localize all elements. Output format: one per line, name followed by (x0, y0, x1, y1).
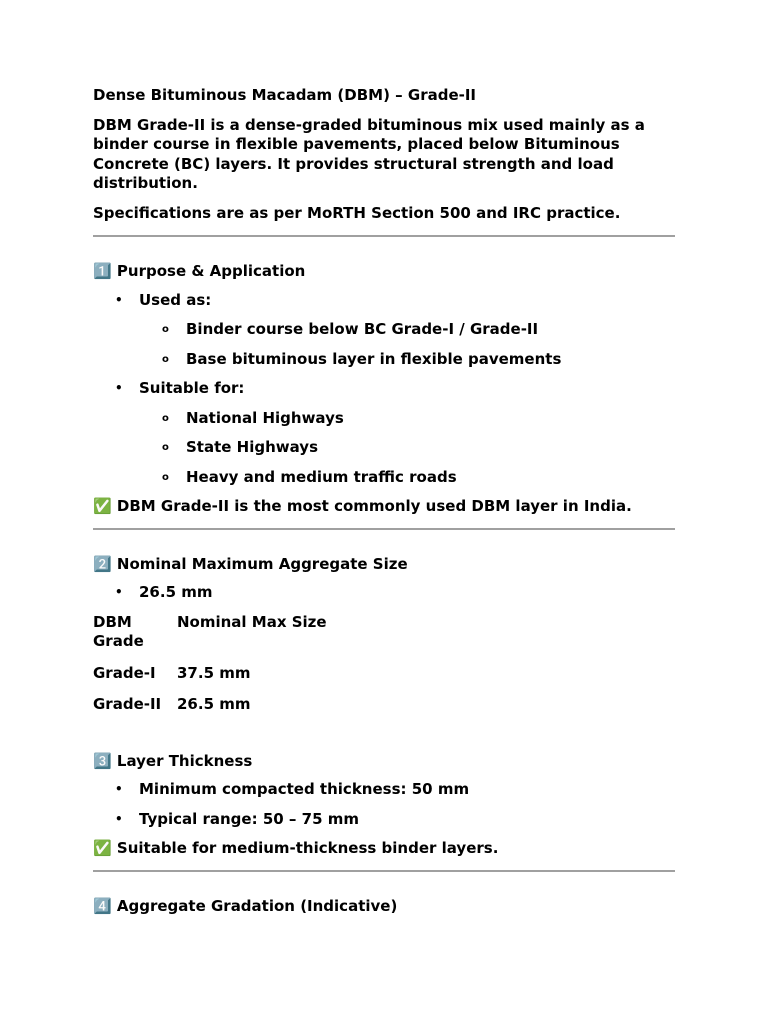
section-2-list (93, 583, 676, 613)
list-item: • Typical range: 50 – 75 mm (93, 810, 676, 840)
list-item: • 26.5 mm (93, 583, 676, 613)
table-cell: 37.5 mm (177, 663, 251, 682)
divider (93, 870, 675, 872)
document-page (93, 86, 676, 916)
list-item: • Suitable for: (93, 379, 676, 409)
section-1-list (93, 291, 676, 498)
list-item: • Minimum compacted thickness: 50 mm (93, 780, 676, 810)
spec-paragraph: Specifications are as per MoRTH Section 500 and IRC practice. (93, 203, 621, 222)
table-cell: Grade-I (93, 663, 156, 682)
table-header-cell: Nominal Max Size (177, 612, 327, 631)
table-header-cell: DBM Grade (93, 612, 144, 650)
table-cell: 26.5 mm (177, 695, 251, 713)
list-item: o National Highways (93, 409, 676, 439)
section-1-note: ✅ DBM Grade-II is the most commonly used DBM layer in India. (93, 497, 632, 515)
list-item: • Used as: (93, 291, 676, 321)
section-3-list (93, 780, 676, 839)
aggregate-size-table (93, 613, 327, 715)
section-4-heading: 4️⃣ Aggregate Gradation (Indicative) (93, 896, 398, 915)
table-cell: Grade-II (93, 695, 162, 713)
list-item: o Binder course below BC Grade-I / Grade-II (93, 320, 676, 350)
list-item: o Base bituminous layer in flexible pavements (93, 350, 676, 380)
section-3-heading: 3️⃣ Layer Thickness (93, 751, 253, 770)
document-title: Dense Bituminous Macadam (DBM) – Grade-II (93, 86, 477, 104)
table-row (93, 664, 327, 696)
section-3-note: ✅ Suitable for medium-thickness binder layers. (93, 839, 499, 857)
table-row (93, 695, 327, 715)
intro-paragraph: DBM Grade-II is a dense-graded bituminous mix used mainly as a binder course in flexible pavements, placed below Bituminous Concrete (BC) layers. It provides structural strength and load distribution. (93, 115, 645, 192)
section-2-heading: 2️⃣ Nominal Maximum Aggregate Size (93, 554, 408, 573)
list-item: o Heavy and medium traffic roads (93, 468, 676, 498)
divider (93, 235, 675, 237)
divider (93, 528, 675, 530)
list-item: o State Highways (93, 438, 676, 468)
section-1-heading: 1️⃣ Purpose & Application (93, 262, 306, 280)
